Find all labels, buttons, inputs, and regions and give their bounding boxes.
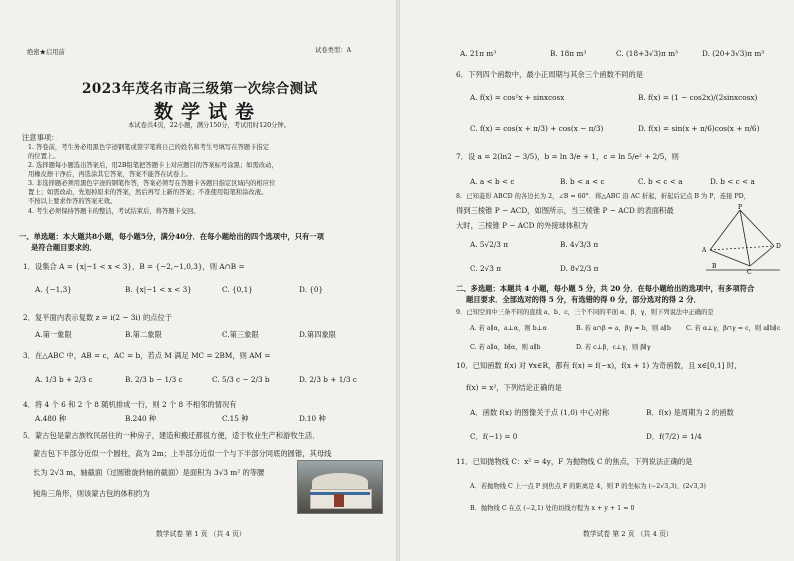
notes-title: 注意事项： xyxy=(22,133,59,142)
section2-heading-cont: 题目要求．全部选对的得 5 分，有选错的得 0 分，部分选对的得 2 分． xyxy=(466,295,701,304)
q10-option-b: B．f(x) 是周期为 2 的函数 xyxy=(646,408,734,417)
q2-option-c: C.第三象限 xyxy=(222,330,259,339)
exam-title: 2023年茂名市高三级第一次综合测试 xyxy=(82,81,318,97)
q10-option-c: C．f(−1) = 0 xyxy=(470,432,518,441)
q2-option-d: D.第四象限 xyxy=(299,330,337,339)
note-line: 4. 考生必须保持答题卡的整洁，考试结束后，将答题卡交回。 xyxy=(28,208,200,215)
q1-option-d: D. {0} xyxy=(299,285,324,294)
q7-option-c: C. b < c < a xyxy=(638,177,683,186)
question-3: 3．在△ABC 中，AB = c，AC = b，若点 M 满足 MC = 2BM，则 AM = xyxy=(23,351,271,360)
q3-option-b: B. 2/3 b − 1/3 c xyxy=(125,375,183,384)
question-7: 7．设 a = 2(ln2 − 3/5)，b = ln 3/e + 1，c = ln 5/e² + 2/5，则 xyxy=(456,152,679,161)
section1-heading-cont: 是符合题目要求的． xyxy=(31,243,97,252)
question-4: 4．将 4 个 6 和 2 个 8 随机排成一行，则 2 个 8 不相邻的情况有 xyxy=(23,400,237,409)
q11-option-b: B．抛物线 C 在点 (−2,1) 处的切线方程为 x + y + 1 = 0 xyxy=(470,505,635,512)
q9-option-a: A. 若 a∥α，a⊥α，则 b⊥α xyxy=(470,325,547,332)
q5-option-d: D. (20+3√3)π m³ xyxy=(702,49,765,58)
tetrahedron-figure xyxy=(700,204,784,276)
page-1-footer: 数学试卷 第 1 页 （共 4 页） xyxy=(156,530,246,538)
q1-option-c: C. {0,1} xyxy=(222,285,253,294)
q9-option-c-alt: C. 若 α⊥γ，β∩γ = c，则 a∥b∥c xyxy=(686,325,781,332)
figure-label-c: C xyxy=(747,269,752,276)
note-line: 置上；如需改动，先划掉原来的答案，然后再写上新的答案；不准使用铅笔和涂改液。 xyxy=(28,189,268,196)
question-5-line: 5．蒙古包是蒙古族牧民居住的一种房子，建造和搬迁都很方便，适于牧业生产和游牧生活． xyxy=(23,431,320,440)
q3-option-d: D. 2/3 b + 1/3 c xyxy=(299,375,357,384)
question-5-line: 长为 2√3 m，轴截面（过圆锥旋转轴的截面）是面积为 3√3 m² 的等腰 xyxy=(33,468,265,477)
note-line: 的位置上。 xyxy=(28,153,60,160)
question-9: 9．已知空间中三条不同的直线 a、b、c，三个不同的平面 α、β、γ，则下列说法中正确的是 xyxy=(456,309,714,316)
q8-option-a: A. 5√2/3 π xyxy=(470,240,509,249)
figure-label-p: P xyxy=(738,204,743,211)
figure-label-b: B xyxy=(712,263,717,270)
q7-option-b: B. b < a < c xyxy=(560,177,605,186)
q6-option-a: A. f(x) = cos²x + sinxcosx xyxy=(470,93,565,102)
q4-option-d: D.10 种 xyxy=(299,414,326,423)
question-5-line: 蒙古包下半部分近似一个圆柱，高为 2m；上半部分近似一个与下半部分同底的圆锥，其母线 xyxy=(33,449,332,458)
question-8-line: 得到三棱锥 P − ACD，如图所示，当三棱锥 P − ACD 的表面积最 xyxy=(456,206,674,215)
question-5-line: 钝角三角形，则该蒙古包的体积约为 xyxy=(33,489,150,498)
q10-option-d: D．f(7/2) = 1/4 xyxy=(646,432,702,441)
figure-label-d: D xyxy=(776,243,781,250)
question-10-cont: f(x) = x²，下列结论正确的是 xyxy=(466,383,562,392)
header-paper-type: 试卷类型：A xyxy=(315,47,352,54)
question-8-line: 8．已知菱形 ABCD 的各边长为 2，∠B = 60°．将△ABC 沿 AC 折起，折起后记点 B 为 P，连接 PD， xyxy=(456,193,751,200)
q8-option-b: B. 4√3/3 π xyxy=(560,240,599,249)
yurt-photo xyxy=(297,460,383,514)
exam-page-2 xyxy=(400,0,794,561)
page-2-footer: 数学试卷 第 2 页 （共 4 页） xyxy=(583,530,673,538)
subject-title: 数学试卷 xyxy=(154,101,263,123)
q7-option-a: A. a < b < c xyxy=(470,177,515,186)
q4-option-c: C.15 种 xyxy=(222,414,249,423)
exam-intro: 本试卷共4页，22小题，满分150分，考试用时120分钟。 xyxy=(128,122,290,129)
q5-option-a: A. 21π m³ xyxy=(460,49,497,58)
q9-option-c: C. 若 a∥α，b∥α，则 a∥b xyxy=(470,344,541,351)
q8-option-c: C. 2√3 π xyxy=(470,264,502,273)
note-line: 不按以上要求作答的答案无效。 xyxy=(28,198,117,205)
note-line: 用橡皮擦干净后，再选涂其它答案，答案不能答在试卷上。 xyxy=(28,171,192,178)
q2-option-a: A.第一象限 xyxy=(35,330,72,339)
q6-option-d: D. f(x) = sin(x + π/6)cos(x + π/6) xyxy=(638,124,760,133)
question-6: 6．下列四个函数中，最小正周期与其余三个函数不同的是 xyxy=(456,70,644,79)
header-confidential: 绝密★启用前 xyxy=(27,49,65,56)
q4-option-a: A.480 种 xyxy=(35,414,67,423)
q3-option-a: A. 1/3 b + 2/3 c xyxy=(35,375,93,384)
q5-option-b: B. 18π m³ xyxy=(550,49,587,58)
section2-heading: 二、多选题：本题共 4 小题，每小题 5 分，共 20 分．在每小题给出的选项中，有多项符合 xyxy=(456,284,755,293)
q1-option-b: B. {x|−1 < x < 3} xyxy=(125,285,192,294)
note-line: 1. 答卷前，考生务必用黑色字迹钢笔或签字笔将自己的姓名和考生号填写在答题卡指定 xyxy=(28,144,269,151)
section1-heading: 一、单选题：本大题共8小题，每小题5分，满分40分．在每小题给出的四个选项中，只有一项 xyxy=(19,232,324,241)
question-2: 2．复平面内表示复数 z = i(2 − 3i) 的点位于 xyxy=(23,313,173,322)
question-1: 1．设集合 A = {x|−1 < x < 3}，B = {−2,−1,0,3}，则 A∩B = xyxy=(23,262,245,271)
q3-option-c: C. 5/3 c − 2/3 b xyxy=(212,375,270,384)
figure-label-a: A xyxy=(702,247,707,254)
q9-option-d: D. 若 c⊥β，c⊥γ，则 β∥γ xyxy=(576,344,651,351)
q6-option-b: B. f(x) = (1 − cos2x)/(2sinxcosx) xyxy=(638,93,758,102)
question-10: 10．已知函数 f(x) 对 ∀x∈R，都有 f(x) = f(−x)，f(x + 1) 为奇函数，且 x∈[0,1] 时， xyxy=(456,361,742,370)
q8-option-d: D. 8√2/3 π xyxy=(560,264,599,273)
q7-option-d: D. b < c < a xyxy=(710,177,755,186)
q10-option-a: A．函数 f(x) 的图像关于点 (1,0) 中心对称 xyxy=(470,408,610,417)
note-line: 3. 非选择题必须用黑色字迹的钢笔作答，答案必须写在答题卡各题目指定区域内的相应位 xyxy=(28,180,276,187)
note-line: 2. 选择题每小题选出答案后，用2B铅笔把答题卡上对应题目的答案标号涂黑；如需改动， xyxy=(28,162,278,169)
yurt-door xyxy=(334,494,344,507)
question-8-line: 大时，三棱锥 P − ACD 的外接球体积为 xyxy=(456,221,588,230)
q11-option-a: A．若抛物线 C 上一点 P 到焦点 F 的距离是 4，则 P 的坐标为 (−2√3,3)、(2√3,3) xyxy=(470,483,706,490)
q6-option-c: C. f(x) = cos(x + π/3) + cos(x − π/3) xyxy=(470,124,604,133)
q9-option-b: B. 若 a∩β = a，βγ = b，则 a∥b xyxy=(576,325,671,332)
q5-option-c: C. (18+3√3)π m³ xyxy=(616,49,678,58)
q1-option-a: A. {−1,3} xyxy=(35,285,72,294)
q4-option-b: B.240 种 xyxy=(125,414,157,423)
question-11: 11．已知抛物线 C：x² = 4y，F 为抛物线 C 的焦点，下列说法正确的是 xyxy=(456,457,693,466)
q2-option-b: B.第二象限 xyxy=(125,330,162,339)
